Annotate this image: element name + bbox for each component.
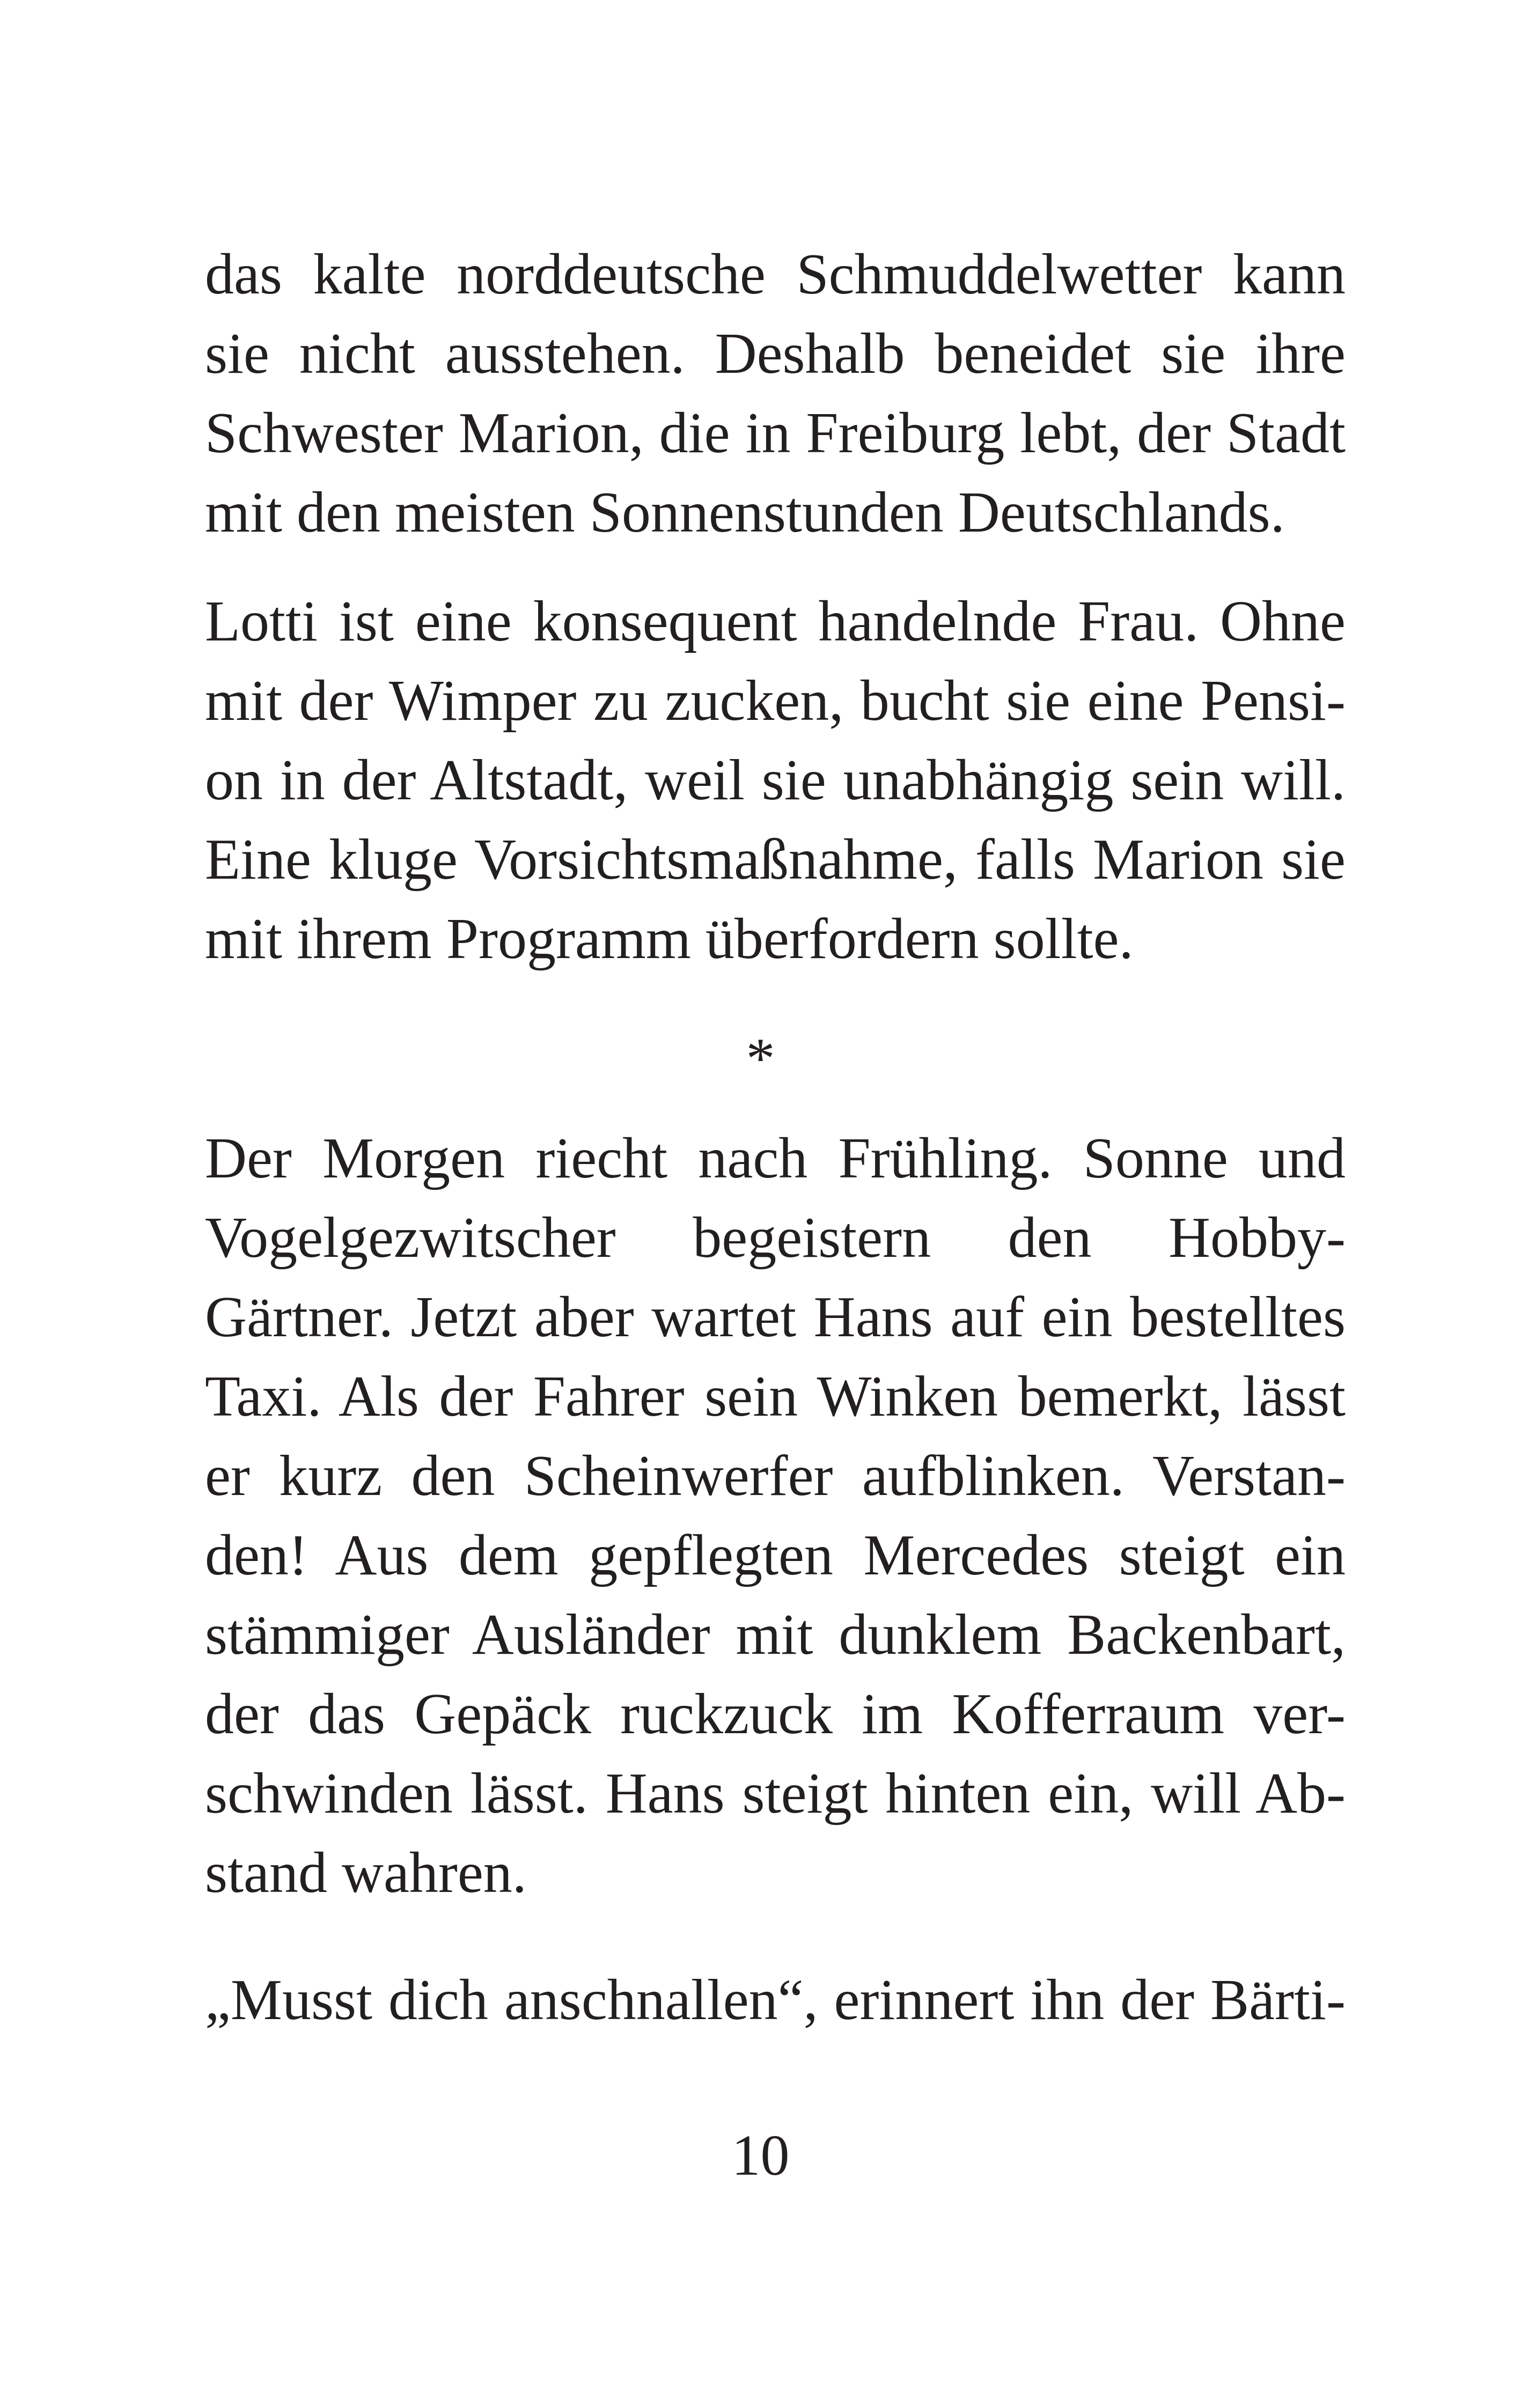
- paragraph-4: [205, 1961, 1346, 2040]
- text-line: er kurz den Scheinwerfer aufblinken. Verstan-: [205, 1444, 1346, 1508]
- page-number: 10: [731, 2124, 790, 2188]
- text-line: sie nicht ausstehen. Deshalb beneidet sie ihre: [205, 322, 1346, 386]
- text-line: schwinden lässt. Hans steigt hinten ein, will Ab-: [205, 1762, 1346, 1825]
- text-line: Lotti ist eine konsequent handelnde Frau. Ohne: [205, 590, 1346, 653]
- text-line: Vogelgezwitscher begeistern den Hobby-: [205, 1206, 1346, 1270]
- text-line: mit ihrem Programm überfordern sollte.: [205, 907, 1134, 971]
- paragraph-2: [205, 582, 1346, 979]
- text-line: mit den meisten Sonnenstunden Deutschlands.: [205, 481, 1285, 544]
- text-line: Taxi. Als der Fahrer sein Winken bemerkt, lässt: [205, 1365, 1346, 1428]
- text-line: das kalte norddeutsche Schmuddelwetter kann: [205, 242, 1346, 306]
- text-line: stämmiger Ausländer mit dunklem Backenbart,: [205, 1603, 1346, 1667]
- paragraph-1: [205, 235, 1346, 553]
- text-line: Eine kluge Vorsichtsmaßnahme, falls Marion sie: [205, 828, 1346, 892]
- text-line: mit der Wimper zu zucken, bucht sie eine Pensi-: [205, 669, 1346, 733]
- text-line: Schwester Marion, die in Freiburg lebt, der Stadt: [205, 401, 1346, 465]
- text-line: Der Morgen riecht nach Frühling. Sonne und: [205, 1126, 1346, 1190]
- text-line: der das Gepäck ruckzuck im Kofferraum ver-: [205, 1682, 1346, 1746]
- paragraph-3: [205, 1119, 1346, 1913]
- text-line: stand wahren.: [205, 1841, 527, 1905]
- text-line: „Musst dich anschnallen“, erinnert ihn der Bärti-: [205, 1968, 1346, 2032]
- text-line: on in der Altstadt, weil sie unabhängig sein will.: [205, 748, 1346, 812]
- section-break-asterisk: *: [746, 1027, 775, 1091]
- text-line: Gärtner. Jetzt aber wartet Hans auf ein bestelltes: [205, 1285, 1346, 1349]
- text-line: den! Aus dem gepflegten Mercedes steigt ein: [205, 1523, 1346, 1587]
